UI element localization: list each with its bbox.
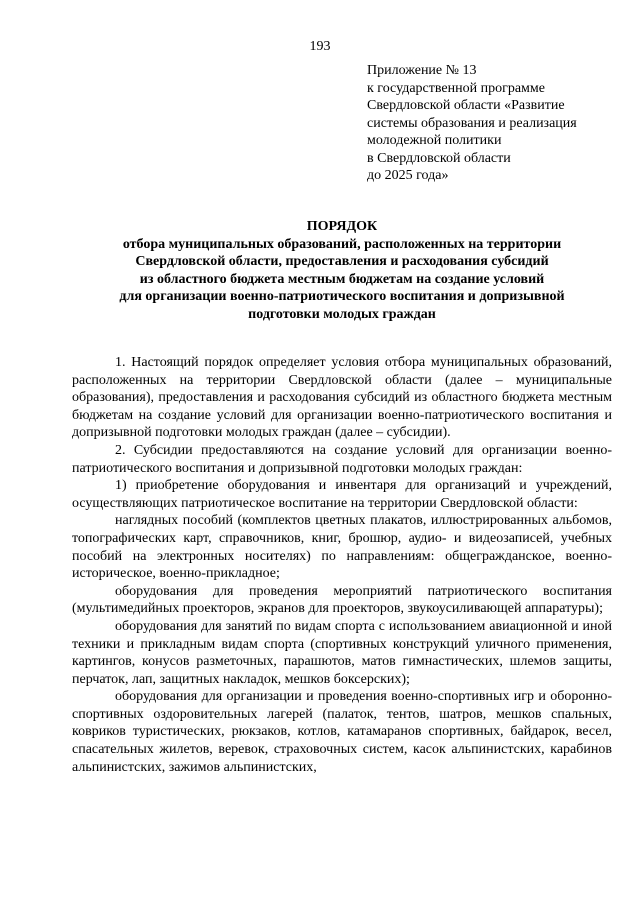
title-heading: ПОРЯДОК bbox=[306, 219, 378, 234]
page-number: 193 bbox=[309, 39, 331, 54]
title-line: из областного бюджета местным бюджетам на создание условий bbox=[139, 271, 545, 287]
body-paragraph: оборудования для организации и проведения военно-спортивных игр и оборонно-спортивных оздоровительных лагерей (палаток, тентов, шатров, мешков спальных, ковриков туристических, рюкзаков, котлов, катамаранов спортивных, байдарок, весел, спасательных жилетов, веревок, страховочных систем, касок альпинистских, карабинов альпинистских, зажимов альпинистских, bbox=[72, 689, 612, 775]
title-line: для организации военно-патриотического воспитания и допризывной bbox=[119, 289, 565, 304]
document-body bbox=[72, 354, 612, 776]
appendix-line: молодежной политики bbox=[367, 133, 502, 148]
appendix-line: Свердловской области «Развитие bbox=[367, 98, 565, 113]
appendix-line: системы образования и реализация bbox=[367, 115, 577, 131]
body-paragraph: оборудования для проведения мероприятий патриотического воспитания (мультимедийных проекторов, экранов для проекторов, звукоусиливающей аппаратуры); bbox=[72, 583, 612, 617]
appendix-note bbox=[367, 62, 617, 185]
appendix-line: до 2025 года» bbox=[367, 168, 449, 183]
body-paragraph: 1) приобретение оборудования и инвентаря для организаций и учреждений, осуществляющих патриотическое воспитание на территории Свердловской области: bbox=[72, 478, 612, 511]
title-line: подготовки молодых граждан bbox=[248, 306, 436, 322]
appendix-line: в Свердловской области bbox=[367, 150, 511, 166]
appendix-line: к государственной программе bbox=[367, 80, 545, 96]
body-paragraph: оборудования для занятий по видам спорта с использованием авиационной и иной техники и прикладным видам спорта (спортивных конструкций уличного применения, картингов, конусов разметочных, парашютов, матов гимнастических, шлемов защиты, перчаток, лап, защитных накладок, мешков боксерских); bbox=[72, 618, 612, 687]
body-paragraph: наглядных пособий (комплектов цветных плакатов, иллюстрированных альбомов, топографических карт, справочников, книг, брошюр, аудио- и видеозаписей, учебных пособий на электронных носителях) по направлениям: общегражданское, военно-историческое, военно-прикладное; bbox=[72, 513, 612, 582]
body-paragraph: 2. Субсидии предоставляются на создание условий для организации военно-патриотического воспитания и допризывной подготовки молодых граждан: bbox=[72, 442, 612, 476]
body-paragraph: 1. Настоящий порядок определяет условия отбора муниципальных образований, расположенных на территории Свердловской области (далее – муниципальные образования), предоставления и расходования субсидий из областного бюджета местным бюджетам на создание условий для организации военно-патриотического воспитания и допризывной подготовки молодых граждан (далее – субсидии). bbox=[72, 355, 612, 441]
appendix-line: Приложение № 13 bbox=[367, 63, 477, 78]
document-title bbox=[72, 218, 612, 323]
title-line: отбора муниципальных образований, расположенных на территории bbox=[122, 236, 562, 252]
title-line: Свердловской области, предоставления и расходования субсидий bbox=[135, 254, 549, 269]
